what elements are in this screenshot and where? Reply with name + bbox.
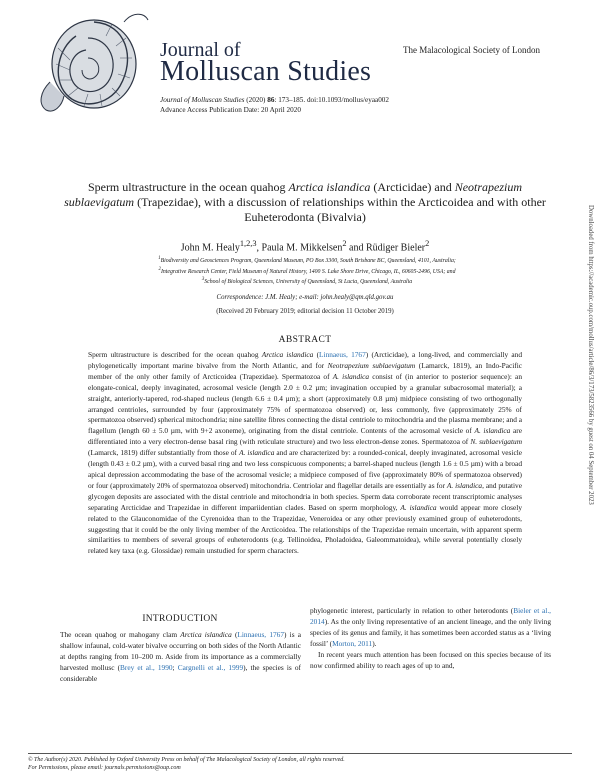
- body-text: , and putative glycogen deposits are associated with the distal centriole and mitochondria in both species. Sperm data corroborate recent transcriptomic analyses separating Arcticidae and Trapezidae in different impariidentian clades. Based on sperm morphology,: [88, 480, 522, 512]
- correspondence: Correspondence: J.M. Healy; e-mail: john.healy@qm.qld.gov.au: [216, 294, 394, 301]
- citation-pages-doi[interactable]: : 173–185. doi:10.1093/mollus/eyaa002: [274, 96, 389, 104]
- reference-link[interactable]: Linnaeus, 1767: [237, 630, 285, 639]
- body-text: ), the species is of considerable: [60, 662, 301, 683]
- species-name: A. islandica: [332, 371, 370, 381]
- journal-name-line2: Molluscan Studies: [160, 56, 372, 87]
- species-name: A. islandica: [446, 480, 483, 490]
- reference-link[interactable]: Morton, 2011: [332, 638, 373, 648]
- citation-line: [160, 96, 389, 105]
- body-text: would appear more closely related to the Glauconomidae of the Cyrenoidea than to the Trapezidae, Veneroidea or any other previously examined group of euheterodonts, suggesting that it could be the only living member of the Arcticoidea. The relationships of the Trapezidae remain uncertain, with apparent sperm similarities to members of several groups of euheterodonts (e.g. Tellinoidea, Pholadoidea, Galeommatoidea), while several potentially closely related key taxa (e.g. Glossidae) remain unstudied for sperm characters.: [88, 502, 522, 556]
- body-text: consist of (in anterior to posterior sequence): an elongate-conical, deeply invaginated, acrosomal vesicle (length 2.0 ± 0.2 µm; invagination occupied by a granular subacrosomal material); a straight, anteriorly-tapered, rod-shaped nucleus (length 6.6 ± 0.4 µm); a short (approximately 0.8 µm) midpiece consisting of two orthogonally arranged centrioles, surrounded by four (approximately 75% of spermatozoa observed) or, less commonly, five (approximately 25% of spermatozoa observed) spherical mitochondria; nine satellite fibres connecting the distal centriole to mitochondria and the plasma membrane; and a flagellum (length 60 ± 5.0 µm, with 9+2 axoneme), originating from the distal centriole. Contents of the acrosomal vesicle of: [88, 371, 522, 436]
- abstract-heading: ABSTRACT: [278, 335, 332, 345]
- reference-link[interactable]: Cargnelli et al., 1999: [177, 662, 244, 672]
- species-name: A. islandica: [400, 502, 437, 512]
- affiliation-sup: 1: [158, 256, 161, 261]
- affiliation-text: Integrative Research Center, Field Museum of Natural History, 1400 S. Lake Shore Drive, Chicago, IL, 60605-2496, USA; and: [160, 268, 456, 275]
- body-text: ) is a shallow infaunal, cold-water bivalve occurring on both sides of the North Atlantic at depths ranging from 10–200 m. Aside from its importance as a commercially harvested mollusc (: [60, 630, 302, 672]
- affiliation-text: School of Biological Sciences, University of Queensland, St Lucia, Queensland, Australia: [204, 278, 413, 285]
- introduction-heading: INTRODUCTION: [142, 614, 218, 624]
- body-text: (Lamarck, 1819) differ substantially from those of: [88, 448, 240, 458]
- download-watermark: Downloaded from https://academic.oup.com/mollus/article/86/3/173/5823566 by guest on 04 September 2023: [587, 205, 594, 505]
- body-text: (: [313, 350, 320, 359]
- shell-logo-illustration: [28, 8, 152, 114]
- species-name: A. islandica: [474, 426, 511, 436]
- footer-divider: [28, 753, 572, 754]
- article-title: [60, 180, 550, 225]
- author-affil-sup: 1,2,3: [239, 239, 257, 248]
- reference-link[interactable]: Bieler et al., 2014: [310, 606, 551, 626]
- author-list: [60, 239, 550, 253]
- species-name: Neotrapezium sublaevigatum: [327, 360, 416, 370]
- author-affil-sup: 2: [425, 239, 430, 248]
- journal-name-line1: Journal of: [160, 39, 241, 61]
- title-text: Sperm ultrastructure in the ocean quahog: [87, 180, 289, 194]
- society-name: The Malacological Society of London: [403, 45, 540, 55]
- author-name: , Paula M. Mikkelsen: [256, 242, 343, 254]
- body-text: (Lamarck, 1819), an Indo-Pacific member of the only other family of Arcticoidea (Trapezidae). Spermatozoa of: [88, 360, 523, 381]
- author-name: John M. Healy: [180, 242, 240, 254]
- title-text: (Trapezidae), with a discussion of relationships within the Arcticoidea and with other Euheterodonta (Bivalvia): [134, 195, 546, 224]
- affiliation-2: [72, 266, 542, 277]
- species-name: Arctica islandica: [180, 630, 232, 639]
- citation-volume: 86: [267, 96, 275, 104]
- body-text: ).: [372, 638, 377, 648]
- body-text: are differentiated into a very electron-dense basal ring (with reticulate structure) and two less electron-dense zones. Spermatozoa of: [88, 426, 522, 447]
- reference-link[interactable]: Brey et al., 1990: [120, 662, 173, 672]
- species-name: N. sublaevigatum: [470, 437, 522, 447]
- body-text: The ocean quahog or mahogany clam: [60, 630, 181, 639]
- citation-journal: Journal of Molluscan Studies: [160, 96, 245, 104]
- intro-left-column: [60, 630, 301, 685]
- affiliation-text: Biodiversity and Geosciences Program, Queensland Museum, PO Box 3300, South Brisbane BC, Queensland, 4101, Australia;: [160, 257, 456, 264]
- abstract-text: [88, 350, 522, 557]
- affiliations: [72, 255, 542, 287]
- body-text: and are characterized by: a rounded-conical, deeply invaginated, acrosomal vesicle (length 0.43 ± 0.2 µm), with a curved basal ring and two less conspicuous components; a barrel-shaped nucleus (length 1.6 ± 0.5 µm) with a broad apical depression accommodating the base of the acrosomal vesicle; a midpiece composed of five (approximately 80% of spermatozoa observed) or four (approximately 20% of spermatozoa observed) mitochondria. Centriolar and flagellar details are essentially as for: [88, 448, 522, 490]
- author-affil-sup: 2: [342, 239, 347, 248]
- body-text: ). As the only living representative of an ancient lineage, and the only living species of its genus and family, it has sometimes been accorded status as a ‘living fossil’ (: [310, 616, 551, 648]
- affiliation-3: [72, 276, 542, 287]
- title-text: (Arcticidae) and: [370, 180, 455, 194]
- copyright-notice: © The Author(s) 2020. Published by Oxford University Press on behalf of The Malacological Society of London, all rights reserved.: [28, 757, 345, 763]
- author-name: and Rüdiger Bieler: [346, 242, 426, 254]
- body-text: In recent years much attention has been focused on this species because of its now confirmed ability to reach ages of up to and,: [310, 649, 551, 670]
- affiliation-sup: 3: [201, 277, 205, 283]
- body-text: (: [231, 630, 238, 639]
- body-text: ) (Arcticidae), a long-lived, and commercially and phylogenetically important marine bivalve from the North Atlantic, and for: [88, 350, 522, 370]
- species-name: Arctica islandica: [261, 350, 314, 359]
- body-text: ;: [172, 662, 178, 672]
- reference-link[interactable]: Linnaeus, 1767: [319, 350, 366, 359]
- species-name: A. islandica: [239, 448, 275, 458]
- title-species: Arctica islandica: [288, 180, 371, 194]
- publication-date: Advance Access Publication Date: 20 April 2020: [160, 106, 301, 114]
- title-species: Neotrapezium sublaevigatum: [64, 180, 523, 209]
- intro-right-column: [310, 606, 551, 671]
- received-dates: (Received 20 February 2019; editorial decision 11 October 2019): [216, 308, 394, 315]
- permissions-notice: For Permissions, please email: journals.permissions@oup.com: [28, 765, 181, 771]
- body-text: phylogenetic interest, particularly in relation to other heterodonts (: [310, 606, 514, 615]
- body-text: Sperm ultrastructure is described for the ocean quahog: [88, 350, 262, 359]
- affiliation-1: [72, 255, 542, 266]
- affiliation-sup: 2: [158, 266, 161, 272]
- citation-year: (2020): [244, 96, 268, 104]
